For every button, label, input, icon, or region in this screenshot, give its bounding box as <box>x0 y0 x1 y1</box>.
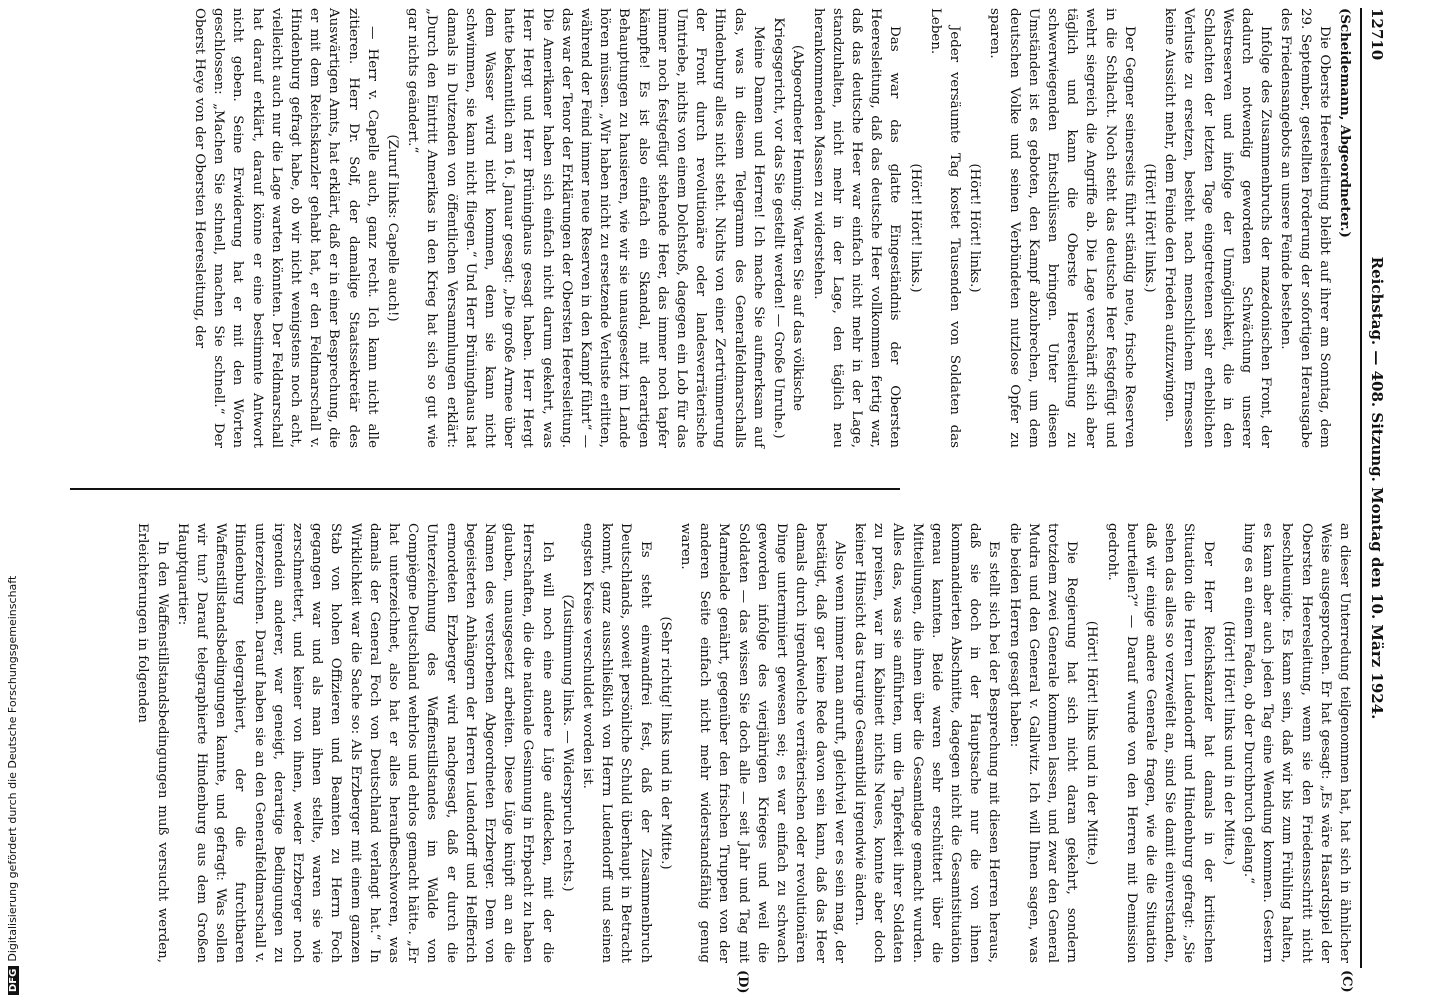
interjection: (Hört! Hört! links.) <box>1141 163 1157 293</box>
paragraph: Es stellt sich bei der Besprechung mit diesen Herren heraus, daß sie doch in der Hauptsache nur die von ihnen kommandierten Abschnitte, dagegen nicht die Gesamtsituation genau kannten. Beide waren sehr erschüttert über die Mitteilungen, die ihnen über die Gesamtlage gemacht wurden. Alles das, was sie anführten, um die Tapferkeit ihrer Soldaten zu preisen, war im Kabinett nichts Neues, konnte aber doch keiner Hinsicht das traurige Gesamtbild irgendwie ändern. <box>851 523 1002 963</box>
interjection: (Hört! Hört! links.) <box>907 163 923 293</box>
paragraph: Es steht einwandfrei fest, daß der Zusammenbruch Deutschlands, soweit persönliche Schuld überhaupt in Betracht kommt, ganz ausschließlich von Herrn Ludendorff und seinen engsten Kreise verschuldet worden ist. <box>580 523 653 963</box>
funding-notice: Digitalisierung gefördert durch die Deutsche Forschungsgemeinschaft <box>6 575 19 962</box>
paragraph: Die Regierung hat sich nicht daran gekehrt, sondern trotzdem zwei Generale kommen lassen, und zwar den General Mudra und den General v. Gallwitz. Ich will Ihnen sagen, was die beiden Herren gesagt haben: <box>1006 523 1080 963</box>
paragraph: Der Gegner seinerseits führt ständig neue, frische Reserven in die Schlacht. Noch steht das deutsche Heer festgefügt und wehrt siegreich die Angriffe ab. Die Lage verschärft sich aber täglich und kann die Oberste Heeresleitung zu schwerwiegenden Entschlüssen bringen. Unter diesen Umständen ist es geboten, den Kampf abzubrechen, um dem deutschen Volke und seinen Verbündeten nutzlose Opfer zu sparen. <box>987 8 1137 448</box>
interjection: (Hört! Hört! links und in der Mitte.) <box>1084 620 1100 866</box>
funding-footer <box>6 75 19 995</box>
interjection: (Zuruf links: Capelle auch!) <box>385 134 401 322</box>
interjection: (Abgeordneter Henning: Warten Sie auf das völkische Kriegsgericht, vor das Sie gestellt werden! — Große Unruhe.) <box>771 17 806 439</box>
paragraph: — Herr v. Capelle auch, ganz recht. Ich kann nicht alle zitieren. Herr Dr. Solf, der damalige Staatssekretär des Auswärtigen Amts, hat erklärt, daß er in einer Besprechung, die er mit dem Reichskanzler gehabt hat, er den Feldmarschall v. Hindenburg gefragt habe, ob wir nicht wenigstens noch acht, vielleicht auch nur die Lage warten könnten. Der Feldmarschall hat darauf erklärt, darauf könne er eine bestimmte Antwort nicht geben. Seine Erwiderung hat er mit den Worten geschlossen: „Machen Sie schnell, machen Sie schnell.“ Der Oberst Heye von der Obersten Heeresleitung, der <box>192 8 380 448</box>
paragraph: Der Herr Reichskanzler hat damals in der kritischen Situation die Herren Ludendorff und Hindenburg gefragt: „Sie sehen das alles so verzweifelt an, sind Sie damit einverstanden, daß wir einige andere Generale fragen, wie die die Situation beurteilen?“ — Darauf wurde von den Herren mit Demission gedroht. <box>1104 523 1216 963</box>
interjection: (Zustimmung links. — Widerspruch rechts.) <box>559 594 575 892</box>
paragraph: Die Oberste Heeresleitung bleibt auf ihrer am Sonntag, dem 29. September, gestellten Forderung der sofortigen Herausgabe des Friedensangebots an unsere Feinde bestehen. <box>1278 8 1332 448</box>
page-number: 12710 <box>1368 8 1386 61</box>
margin-mark-b <box>705 0 720 1</box>
paragraph: Infolge des Zusammenbruchs der mazedonischen Front, der dadurch notwendig gewordenen Schwächung unserer Westreserven und infolge der Unmöglichkeit, die in den Schlachten der letzten Tage eingetretenen sehr erheblichen Verluste zu ersetzen, besteht nach menschlichem Ermessen keine Aussicht mehr, dem Feinde den Frieden aufzuzwingen. <box>1162 8 1274 448</box>
paragraph: Also wenn immer man anruft, gleichviel wer es sein mag, der bestätigt, daß gar keine Rede davon sein kann, daß das Heer damals durch irgendwelche verräterischen oder revolutionären Dinge unterminiert gewesen sei; es war einfach zu schwach geworden infolge des vierjährigen Krieges und weil die Soldaten — das wissen Sie doch alle — seit Jahr und Tag mit Marmelade genährt, gegenüber den frischen Truppen von der anderen Seite einfach nicht mehr widerstandsfähig genug waren. <box>678 523 847 963</box>
paragraph: In den Waffenstillstandsbedingungen muß versucht werden, Erleichterungen in folgenden <box>135 523 170 963</box>
page-title: Reichstag. — 408. Sitzung. Montag den 10. März 1924. <box>1368 256 1386 720</box>
column-divider <box>70 488 900 490</box>
paragraph: Meine Damen und Herren! Ich mache Sie aufmerksam auf das, was in diesem Telegramm des Generalfeldmarschalls Hindenburg alles nicht steht. Nichts von einer Zertrümmerung der Front durch revolutionäre oder landesverräterische Umtriebe, nichts von einem Dolchstoß, dagegen ein Lob für das immer noch festgefügt stehende Heer, das immer noch tapfer kämpfte! Es ist also einfach ein Skandal, mit derartigen Behauptungen zu hausieren, wie wir sie unausgesetzt im Lande hören müssen. „Wir haben nicht zu ersetzende Verluste erlitten, während der Feind immer neue Reserven in den Kampf führt“ — das war der Tenor der Erklärungen der Obersten Heeresleitung. Die Amerikaner haben sich einfach nicht darum gekehrt, was Herr Hergt und Herr Brüninghaus gesagt haben. Herr Hergt hatte bekanntlich am 16. Januar gesagt: „Die große Armee über dem Wasser wird nicht kommen, denn sie kann nicht schwimmen, sie kann nicht fliegen.“ Und Herr Brüninghaus hat damals in Dutzenden von öffentlichen Versammlungen erklärt: „Durch den Eintritt Amerikas in den Krieg hat sich so gut wie gar nichts geändert.“ <box>405 8 766 448</box>
interjection: (Sehr richtig! links und in der Mitte.) <box>657 616 673 870</box>
paragraph: Jeder versäumte Tag kostet Tausenden von Soldaten das Leben. <box>927 8 962 448</box>
dfg-logo: DFG <box>8 966 19 995</box>
margin-mark-d: (D) <box>735 970 750 994</box>
paragraph: an dieser Unterredung teilgenommen hat, hat sich in ähnlicher Weise ausgesprochen. Er hat gesagt: „Es wäre Hasardspiel der Obersten Heeresleitung, wenn sie den Friedensschritt nicht beschleunigte. Es kann sein, daß wir bis zum Frühling halten, es kann aber auch jeden Tag eine Wendung kommen. Gestern hing es an einem Faden, ob der Durchbruch gelang.“ <box>1240 523 1352 963</box>
left-column <box>34 8 1354 448</box>
interjection: (Hört! Hört! links.) <box>967 163 983 293</box>
interjection: (Hört! Hört! links und in der Mitte.) <box>1220 620 1236 866</box>
paragraph: Das war das glatte Eingeständnis der Obersten Heeresleitung, daß das deutsche Heer vollkommen fertig war, daß das deutsche Heer war einfach nicht mehr in der Lage, standzuhalten, nicht mehr in der Lage, den täglich neu herankommenden Massen zu widerstehen. <box>810 8 903 448</box>
right-column <box>34 523 1354 963</box>
paragraph: Ich will noch eine andere Lüge aufdecken, mit der die Herrschaften, die die nationale Gesinnung in Erbpacht zu haben glauben, unausgesetzt arbeiten. Diese Lüge knüpft an an die Namen des verstorbenen Abgeordneten Erzberger. Dem von begeisterten Anhängern der Herren Ludendorff und Helfferich ermordeten Erzberger wird nachgesagt, daß er durch die Unterzeichnung des Waffenstillstandes im Walde von Compiègne Deutschland wehrlos und ehrlos gemacht hätte. „Er hat unterzeichnet, also hat er alles heraufbeschworen, was damals der General Foch von Deutschland verlangt hat.“ In Wirklichkeit war die Sache so: Als Erzberger mit einem ganzen Stab von hohen Offizieren und Beamten zu Herrn Foch gegangen war und als man ihnen stellte, waren sie wie zerschmettert, und keiner von ihnen, weder Erzberger noch irgendein anderer, war geneigt, derartige Bedingungen zu unterzeichnen. Darauf haben sie an den Generalfeldmarschall v. Hindenburg telegraphiert, der die furchtbaren Waffenstillstandsbedingungen kannte, und gefragt: Was sollen wir tun? Darauf telegraphierte Hindenburg aus dem Großen Hauptquartier: <box>174 523 555 963</box>
page-header <box>1360 8 1390 968</box>
rotated-page-content <box>20 8 1390 994</box>
margin-mark-c: (C) <box>1339 970 1354 993</box>
speaker-line: (Scheidemann, Abgeordneter.) <box>1337 8 1353 238</box>
